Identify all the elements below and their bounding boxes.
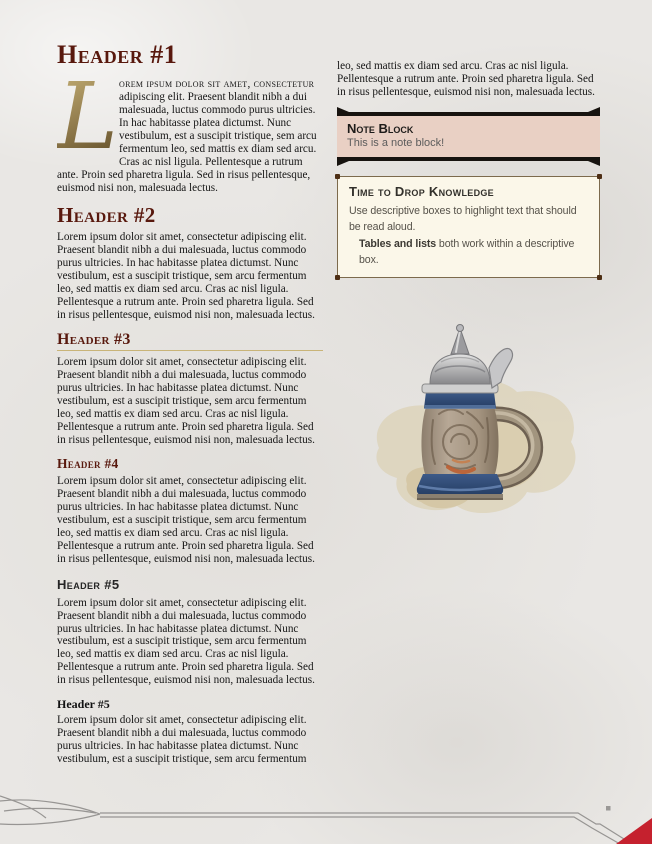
header-5-bold: Header #5	[57, 697, 110, 712]
header-3: Header #3	[57, 331, 323, 351]
lead-paragraph	[57, 63, 323, 195]
lead-smallcaps-text: orem ipsum dolor sit amet, consectetur	[119, 78, 315, 90]
dropcap-letter: L	[57, 63, 119, 170]
corner-dot	[597, 174, 602, 179]
footer-ornament	[0, 794, 652, 844]
corner-dot	[335, 275, 340, 280]
header-5: Header #5	[57, 576, 120, 592]
footer-red-triangle	[616, 818, 652, 844]
descriptive-box-bold: Tables and lists	[359, 237, 437, 250]
note-bottom-border	[337, 157, 600, 166]
note-body	[337, 116, 600, 157]
descriptive-box-bold-rest: both work within a descriptive box.	[359, 237, 575, 267]
footer-rule	[100, 813, 624, 844]
body-paragraph: Lorem ipsum dolor sit amet, consectetur adipiscing elit. Praesent blandit nibh a dui malesuada, luctus commodo purus ultricies. In hac habitasse platea dictumst. Nunc vestibulum, est a suscipit tristique, sem arcu fermentum leo, sed mattis ex diam sed arcu. Cras ac nisl ligula. Pellentesque a rutrum ante. Proin sed pharetra ligula. Sed in risus pellentesque, euismod nisi non, malesuada lectus.	[57, 230, 315, 321]
header-4: Header #4	[57, 455, 119, 471]
body-paragraph: Lorem ipsum dolor sit amet, consectetur adipiscing elit. Praesent blandit nibh a dui malesuada, luctus commodo purus ultricies. In hac habitasse platea dictumst. Nunc vestibulum, est a suscipit tristique, sem arcu fermentum leo, sed mattis ex diam sed arcu. Cras ac nisl ligula. Pellentesque a rutrum ante. Proin sed pharetra ligula. Sed in risus pellentesque, euismod nisi non, malesuada lectus.	[57, 355, 315, 446]
note-title: Note Block	[347, 120, 414, 136]
body-paragraph: Lorem ipsum dolor sit amet, consectetur adipiscing elit. Praesent blandit nibh a dui malesuada, luctus commodo purus ultricies. In hac habitasse platea dictumst. Nunc vestibulum, est a suscipit tristique, sem arcu fermentum leo, sed mattis ex diam sed arcu. Cras ac nisl ligula. Pellentesque a rutrum ante. Proin sed pharetra ligula. Sed in risus pellentesque, euismod nisi non, malesuada lectus.	[57, 596, 315, 687]
header-1: Header #1	[57, 40, 178, 69]
body-paragraph: Lorem ipsum dolor sit amet, consectetur adipiscing elit. Praesent blandit nibh a dui malesuada, luctus commodo purus ultricies. In hac habitasse platea dictumst. Nunc vestibulum, est a suscipit tristique, sem arcu fermentum leo, sed mattis ex diam sed arcu. Cras ac nisl ligula. Pellentesque a rutrum ante. Proin sed pharetra ligula. Sed in risus pellentesque, euismod nisi non, malesuada lectus.	[57, 474, 315, 565]
descriptive-box-text-2	[359, 236, 588, 269]
right-column	[337, 60, 600, 526]
continuation-paragraph: leo, sed mattis ex diam sed arcu. Cras ac nisl ligula. Pellentesque a rutrum ante. Proin sed pharetra ligula. Sed in risus pellentesque, euismod nisi non, malesuada lectus.	[337, 60, 595, 98]
descriptive-box-title: Time to Drop Knowledge	[349, 183, 494, 199]
note-block	[337, 107, 600, 166]
footer-leaf-icon	[0, 796, 100, 825]
left-column	[57, 40, 323, 804]
corner-dot	[335, 174, 340, 179]
descriptive-box	[337, 176, 600, 279]
lead-body-text: adipiscing elit. Praesent blandit nibh a dui malesuada, luctus commodo purus ultricies. In hac habitasse platea dictumst. Nunc vestibulum, est a suscipit tristique, sem arcu fermentum leo, sed mattis ex diam sed arcu. Cras ac nisl ligula. Pellentesque a rutrum ante. Proin sed pharetra ligula. Sed in risus pellentesque, euismod nisi non, malesuada lectus.	[57, 90, 317, 194]
note-text: This is a note block!	[347, 137, 445, 150]
beer-stein-illustration	[345, 296, 589, 526]
note-top-border	[337, 107, 600, 116]
descriptive-box-text: Use descriptive boxes to highlight text that should be read aloud.	[349, 204, 577, 234]
footer-dot	[606, 806, 611, 811]
body-paragraph-truncated: Lorem ipsum dolor sit amet, consectetur adipiscing elit. Praesent blandit nibh a dui malesuada, luctus commodo purus ultricies. In hac habitasse platea dictumst. Nunc vestibulum, est a suscipit tristique, sem arcu fermentum	[57, 714, 307, 766]
header-2: Header #2	[57, 202, 156, 227]
corner-dot	[597, 275, 602, 280]
